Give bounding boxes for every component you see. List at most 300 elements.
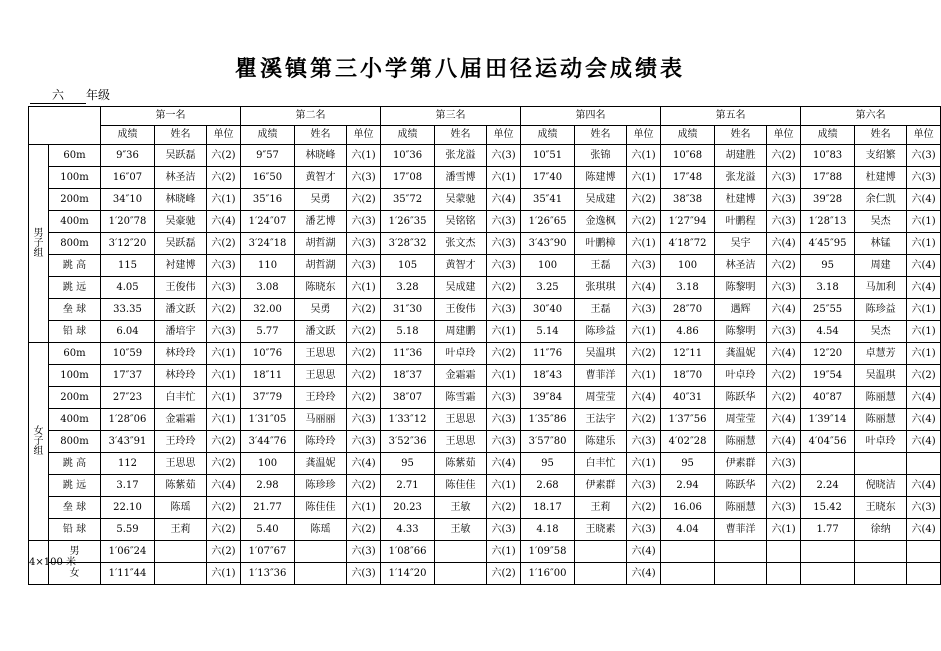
result-score: 27″23 (101, 387, 155, 409)
result-name: 马加利 (855, 277, 907, 299)
result-name: 王俊伟 (435, 299, 487, 321)
relay-blank (801, 563, 855, 585)
column-header: 姓名 (435, 126, 487, 145)
result-unit: 六(4) (907, 277, 941, 299)
event-name: 60m (49, 145, 101, 167)
result-score: 1′39″14 (801, 409, 855, 431)
result-name: 王思思 (435, 409, 487, 431)
result-unit: 六(3) (347, 409, 381, 431)
result-score: 1′26″35 (381, 211, 435, 233)
result-score: 15.42 (801, 497, 855, 519)
result-score: 2.98 (241, 475, 295, 497)
column-header: 单位 (767, 126, 801, 145)
result-name: 陈黎明 (715, 321, 767, 343)
result-unit: 六(2) (207, 519, 241, 541)
result-name: 曹菲洋 (575, 365, 627, 387)
result-score: 12″20 (801, 343, 855, 365)
result-unit: 六(3) (347, 211, 381, 233)
result-score: 35″41 (521, 189, 575, 211)
result-name: 潘培宇 (155, 321, 207, 343)
column-header: 单位 (627, 126, 661, 145)
result-score: 16″07 (101, 167, 155, 189)
result-name: 叶鹏樟 (575, 233, 627, 255)
column-header: 单位 (347, 126, 381, 145)
result-score: 4′18″72 (661, 233, 715, 255)
result-name: 吴铭铭 (435, 211, 487, 233)
result-score: 22.10 (101, 497, 155, 519)
result-name: 黄智才 (295, 167, 347, 189)
result-name: 潘雪博 (435, 167, 487, 189)
result-name: 王玲玲 (155, 431, 207, 453)
relay-row (29, 541, 941, 563)
result-score: 3.25 (521, 277, 575, 299)
result-unit: 六(3) (627, 255, 661, 277)
result-unit: 六(2) (627, 497, 661, 519)
result-score: 33.35 (101, 299, 155, 321)
result-score: 95 (381, 453, 435, 475)
result-score (801, 453, 855, 475)
result-name: 白丰忙 (575, 453, 627, 475)
relay-blank (715, 541, 767, 563)
relay-score: 1′11″44 (101, 563, 155, 585)
result-score: 9″36 (101, 145, 155, 167)
result-score: 25″55 (801, 299, 855, 321)
result-name: 杜建博 (855, 167, 907, 189)
result-name: 潘文跃 (155, 299, 207, 321)
result-name: 王思思 (155, 453, 207, 475)
result-score: 38″07 (381, 387, 435, 409)
event-name: 400m (49, 211, 101, 233)
column-header: 成绩 (801, 126, 855, 145)
result-score: 115 (101, 255, 155, 277)
result-score: 5.59 (101, 519, 155, 541)
result-name (855, 453, 907, 475)
result-name: 衬建博 (155, 255, 207, 277)
result-score: 40″87 (801, 387, 855, 409)
result-unit: 六(1) (207, 343, 241, 365)
result-name: 金霜霜 (155, 409, 207, 431)
result-score: 11″36 (381, 343, 435, 365)
result-name: 陈珍益 (575, 321, 627, 343)
group-label-char: 组 (33, 445, 44, 457)
result-unit: 六(3) (487, 431, 521, 453)
result-name: 余仁凯 (855, 189, 907, 211)
place-header: 第二名 (241, 107, 381, 126)
relay-blank (907, 563, 941, 585)
column-header: 成绩 (381, 126, 435, 145)
relay-score: 1′06″24 (101, 541, 155, 563)
relay-score: 1′16″00 (521, 563, 575, 585)
result-name: 吴杰 (855, 321, 907, 343)
relay-unit: 六(3) (347, 541, 381, 563)
result-name: 陈丽慧 (715, 497, 767, 519)
grade-line (30, 86, 110, 104)
relay-blank (767, 563, 801, 585)
result-score: 1′35″86 (521, 409, 575, 431)
result-unit: 六(2) (627, 211, 661, 233)
header-columns-row (29, 126, 941, 145)
table-row (29, 387, 941, 409)
result-unit: 六(4) (207, 475, 241, 497)
result-unit: 六(4) (767, 299, 801, 321)
table-row (29, 167, 941, 189)
column-header: 姓名 (575, 126, 627, 145)
result-unit: 六(1) (207, 409, 241, 431)
result-score: 40″31 (661, 387, 715, 409)
result-name: 张龙溢 (435, 145, 487, 167)
group-label-char: 子 (33, 237, 44, 249)
relay-gender: 男 (49, 541, 101, 563)
event-name: 200m (49, 189, 101, 211)
result-unit: 六(2) (767, 387, 801, 409)
relay-blank (855, 541, 907, 563)
result-name: 张琪琪 (575, 277, 627, 299)
result-name: 吴温琪 (575, 343, 627, 365)
result-unit: 六(2) (487, 497, 521, 519)
result-score: 3.17 (101, 475, 155, 497)
result-score: 10″59 (101, 343, 155, 365)
table-row (29, 475, 941, 497)
result-unit: 六(2) (347, 475, 381, 497)
relay-unit: 六(1) (207, 563, 241, 585)
result-name: 吴杰 (855, 211, 907, 233)
result-score: 5.18 (381, 321, 435, 343)
result-name: 王敏 (435, 519, 487, 541)
result-score: 2.94 (661, 475, 715, 497)
result-score: 4′04″56 (801, 431, 855, 453)
result-unit: 六(4) (487, 453, 521, 475)
relay-name-blank (435, 541, 487, 563)
result-name: 杜建博 (715, 189, 767, 211)
result-score: 6.04 (101, 321, 155, 343)
result-score: 21.77 (241, 497, 295, 519)
result-score: 20.23 (381, 497, 435, 519)
event-name: 100m (49, 365, 101, 387)
result-unit: 六(3) (627, 475, 661, 497)
table-row (29, 497, 941, 519)
result-unit: 六(1) (627, 167, 661, 189)
table-row (29, 321, 941, 343)
relay-name-blank (575, 563, 627, 585)
result-score: 3′43″91 (101, 431, 155, 453)
result-name: 吴温琪 (855, 365, 907, 387)
result-name: 陈瑶 (295, 519, 347, 541)
table-row (29, 299, 941, 321)
result-name: 林玲玲 (155, 343, 207, 365)
result-name: 徐纳 (855, 519, 907, 541)
result-score: 4′45″95 (801, 233, 855, 255)
result-unit: 六(1) (907, 343, 941, 365)
result-name: 王莉 (155, 519, 207, 541)
results-table (28, 106, 941, 585)
result-score: 95 (661, 453, 715, 475)
result-unit: 六(3) (627, 519, 661, 541)
result-name: 陈佳佳 (295, 497, 347, 519)
event-name: 800m (49, 233, 101, 255)
group-label-char: 组 (33, 247, 44, 259)
result-name: 陈珍益 (855, 299, 907, 321)
table-row (29, 409, 941, 431)
result-score: 18″43 (521, 365, 575, 387)
result-score: 1′24″07 (241, 211, 295, 233)
result-score: 18″70 (661, 365, 715, 387)
result-score: 17″08 (381, 167, 435, 189)
relay-name-blank (435, 563, 487, 585)
group-label (29, 145, 49, 343)
result-unit: 六(2) (767, 255, 801, 277)
event-name: 垒 球 (49, 497, 101, 519)
result-score: 39″28 (801, 189, 855, 211)
result-score: 9″57 (241, 145, 295, 167)
result-score: 3′28″32 (381, 233, 435, 255)
result-score: 31″30 (381, 299, 435, 321)
result-unit: 六(4) (207, 211, 241, 233)
result-name: 周莹莹 (715, 409, 767, 431)
result-unit: 六(1) (767, 519, 801, 541)
table-row (29, 277, 941, 299)
result-name: 林玲玲 (155, 365, 207, 387)
result-unit (907, 453, 941, 475)
result-name: 伊素群 (575, 475, 627, 497)
relay-unit: 六(3) (347, 563, 381, 585)
result-unit: 六(3) (907, 497, 941, 519)
result-name: 胡哲湖 (295, 233, 347, 255)
place-header: 第五名 (661, 107, 801, 126)
relay-name-blank (295, 563, 347, 585)
result-score: 10″76 (241, 343, 295, 365)
result-name: 王思思 (295, 343, 347, 365)
result-name: 黄智才 (435, 255, 487, 277)
result-score: 1.77 (801, 519, 855, 541)
result-score: 39″84 (521, 387, 575, 409)
relay-blank (661, 541, 715, 563)
result-unit: 六(3) (487, 211, 521, 233)
result-name: 胡哲湖 (295, 255, 347, 277)
result-score: 95 (521, 453, 575, 475)
result-name: 吴宇 (715, 233, 767, 255)
result-unit: 六(2) (207, 431, 241, 453)
event-name: 200m (49, 387, 101, 409)
result-unit: 六(4) (907, 409, 941, 431)
result-unit: 六(2) (347, 387, 381, 409)
result-score: 35″72 (381, 189, 435, 211)
result-name: 陈跃华 (715, 387, 767, 409)
result-score: 3.18 (801, 277, 855, 299)
result-name: 遇辉 (715, 299, 767, 321)
result-score: 4.04 (661, 519, 715, 541)
result-name: 吴勇 (295, 299, 347, 321)
result-unit: 六(3) (487, 145, 521, 167)
column-header: 姓名 (855, 126, 907, 145)
group-label-char: 子 (33, 435, 44, 447)
result-unit: 六(3) (907, 145, 941, 167)
event-name: 铅 球 (49, 519, 101, 541)
result-name: 王思思 (435, 431, 487, 453)
result-unit: 六(3) (767, 211, 801, 233)
result-name: 马丽丽 (295, 409, 347, 431)
result-unit: 六(2) (627, 189, 661, 211)
result-unit: 六(3) (627, 431, 661, 453)
relay-unit: 六(1) (487, 541, 521, 563)
result-score: 17″37 (101, 365, 155, 387)
result-unit: 六(3) (907, 167, 941, 189)
result-unit: 六(1) (627, 365, 661, 387)
group-label-char: 男 (33, 227, 44, 239)
result-unit: 六(4) (767, 409, 801, 431)
result-score: 1′26″65 (521, 211, 575, 233)
result-score: 1′27″94 (661, 211, 715, 233)
table-row (29, 431, 941, 453)
result-name: 陈黎明 (715, 277, 767, 299)
result-name: 王磊 (575, 299, 627, 321)
result-name: 陈建乐 (575, 431, 627, 453)
result-score: 37″79 (241, 387, 295, 409)
result-name: 王磊 (575, 255, 627, 277)
result-unit: 六(3) (347, 431, 381, 453)
result-name: 卓慧芳 (855, 343, 907, 365)
result-score: 4′02″28 (661, 431, 715, 453)
result-unit: 六(1) (627, 145, 661, 167)
column-header: 成绩 (521, 126, 575, 145)
result-unit: 六(2) (347, 299, 381, 321)
place-header: 第一名 (101, 107, 241, 126)
result-score: 18″11 (241, 365, 295, 387)
result-unit: 六(2) (347, 365, 381, 387)
column-header: 单位 (487, 126, 521, 145)
relay-score: 1′13″36 (241, 563, 295, 585)
result-score: 1′33″12 (381, 409, 435, 431)
result-unit: 六(3) (487, 387, 521, 409)
result-score: 4.86 (661, 321, 715, 343)
result-unit: 六(1) (907, 211, 941, 233)
result-score: 100 (661, 255, 715, 277)
result-unit: 六(3) (767, 189, 801, 211)
result-score: 4.54 (801, 321, 855, 343)
result-name: 吴成建 (575, 189, 627, 211)
result-score: 1′20″78 (101, 211, 155, 233)
relay-unit: 六(2) (207, 541, 241, 563)
result-unit: 六(2) (907, 365, 941, 387)
result-unit: 六(3) (207, 255, 241, 277)
result-score: 10″68 (661, 145, 715, 167)
relay-name-blank (295, 541, 347, 563)
table-row (29, 255, 941, 277)
result-score: 4.05 (101, 277, 155, 299)
result-name: 张龙溢 (715, 167, 767, 189)
result-score: 35″16 (241, 189, 295, 211)
result-name: 林晓峰 (155, 189, 207, 211)
result-unit: 六(2) (207, 299, 241, 321)
grade-label: 年级 (86, 88, 111, 102)
column-header: 成绩 (661, 126, 715, 145)
table-row (29, 145, 941, 167)
column-header: 姓名 (715, 126, 767, 145)
result-unit: 六(2) (347, 321, 381, 343)
relay-gender: 女 (49, 563, 101, 585)
result-score: 11″76 (521, 343, 575, 365)
result-score: 2.71 (381, 475, 435, 497)
relay-name-blank (155, 563, 207, 585)
result-name: 龚温妮 (715, 343, 767, 365)
result-unit: 六(2) (207, 497, 241, 519)
result-score: 112 (101, 453, 155, 475)
result-name: 吴豪驰 (155, 211, 207, 233)
result-name: 陈建博 (575, 167, 627, 189)
result-name: 王敏 (435, 497, 487, 519)
result-score: 1′28″06 (101, 409, 155, 431)
result-score: 3′57″80 (521, 431, 575, 453)
event-name: 跳 高 (49, 453, 101, 475)
result-score: 5.14 (521, 321, 575, 343)
table-row (29, 233, 941, 255)
result-unit: 六(4) (347, 453, 381, 475)
result-unit: 六(1) (627, 453, 661, 475)
result-score: 16.06 (661, 497, 715, 519)
grade-value: 六 (30, 86, 86, 104)
result-unit: 六(4) (487, 189, 521, 211)
result-unit: 六(1) (347, 497, 381, 519)
result-unit: 六(2) (767, 475, 801, 497)
result-score: 32.00 (241, 299, 295, 321)
event-name: 铅 球 (49, 321, 101, 343)
result-name: 叶卓玲 (715, 365, 767, 387)
result-unit: 六(2) (487, 343, 521, 365)
result-score: 19″54 (801, 365, 855, 387)
result-score: 100 (521, 255, 575, 277)
place-header: 第三名 (381, 107, 521, 126)
result-unit: 六(2) (207, 233, 241, 255)
result-name: 王玲玲 (295, 387, 347, 409)
event-name: 800m (49, 431, 101, 453)
result-unit: 六(3) (347, 233, 381, 255)
result-name: 金逸枫 (575, 211, 627, 233)
result-name: 白丰忙 (155, 387, 207, 409)
result-unit: 六(1) (487, 365, 521, 387)
relay-blank (801, 541, 855, 563)
result-score: 95 (801, 255, 855, 277)
result-name: 伊素群 (715, 453, 767, 475)
page-title: 瞿溪镇第三小学第八届田径运动会成绩表 (234, 56, 685, 82)
result-name: 陈紫茹 (435, 453, 487, 475)
result-unit: 六(1) (627, 321, 661, 343)
result-score: 30″40 (521, 299, 575, 321)
header-places-row (29, 107, 941, 126)
result-unit: 六(2) (627, 343, 661, 365)
header-corner (29, 107, 101, 145)
result-name: 陈丽慧 (855, 409, 907, 431)
relay-row (29, 563, 941, 585)
result-name: 潘文跃 (295, 321, 347, 343)
group-label-char: 女 (33, 425, 44, 437)
relay-blank (715, 563, 767, 585)
result-unit: 六(3) (487, 299, 521, 321)
result-name: 吴跃磊 (155, 233, 207, 255)
result-name: 林晓峰 (295, 145, 347, 167)
result-name: 曹菲洋 (715, 519, 767, 541)
result-score: 3′44″76 (241, 431, 295, 453)
result-unit: 六(1) (487, 475, 521, 497)
result-name: 陈雪霜 (435, 387, 487, 409)
result-name: 张文杰 (435, 233, 487, 255)
column-header: 姓名 (155, 126, 207, 145)
result-score: 17″88 (801, 167, 855, 189)
relay-blank (767, 541, 801, 563)
result-score: 3.28 (381, 277, 435, 299)
result-name: 陈丽慧 (855, 387, 907, 409)
result-score: 2.68 (521, 475, 575, 497)
result-unit: 六(1) (907, 321, 941, 343)
result-unit: 六(1) (347, 145, 381, 167)
